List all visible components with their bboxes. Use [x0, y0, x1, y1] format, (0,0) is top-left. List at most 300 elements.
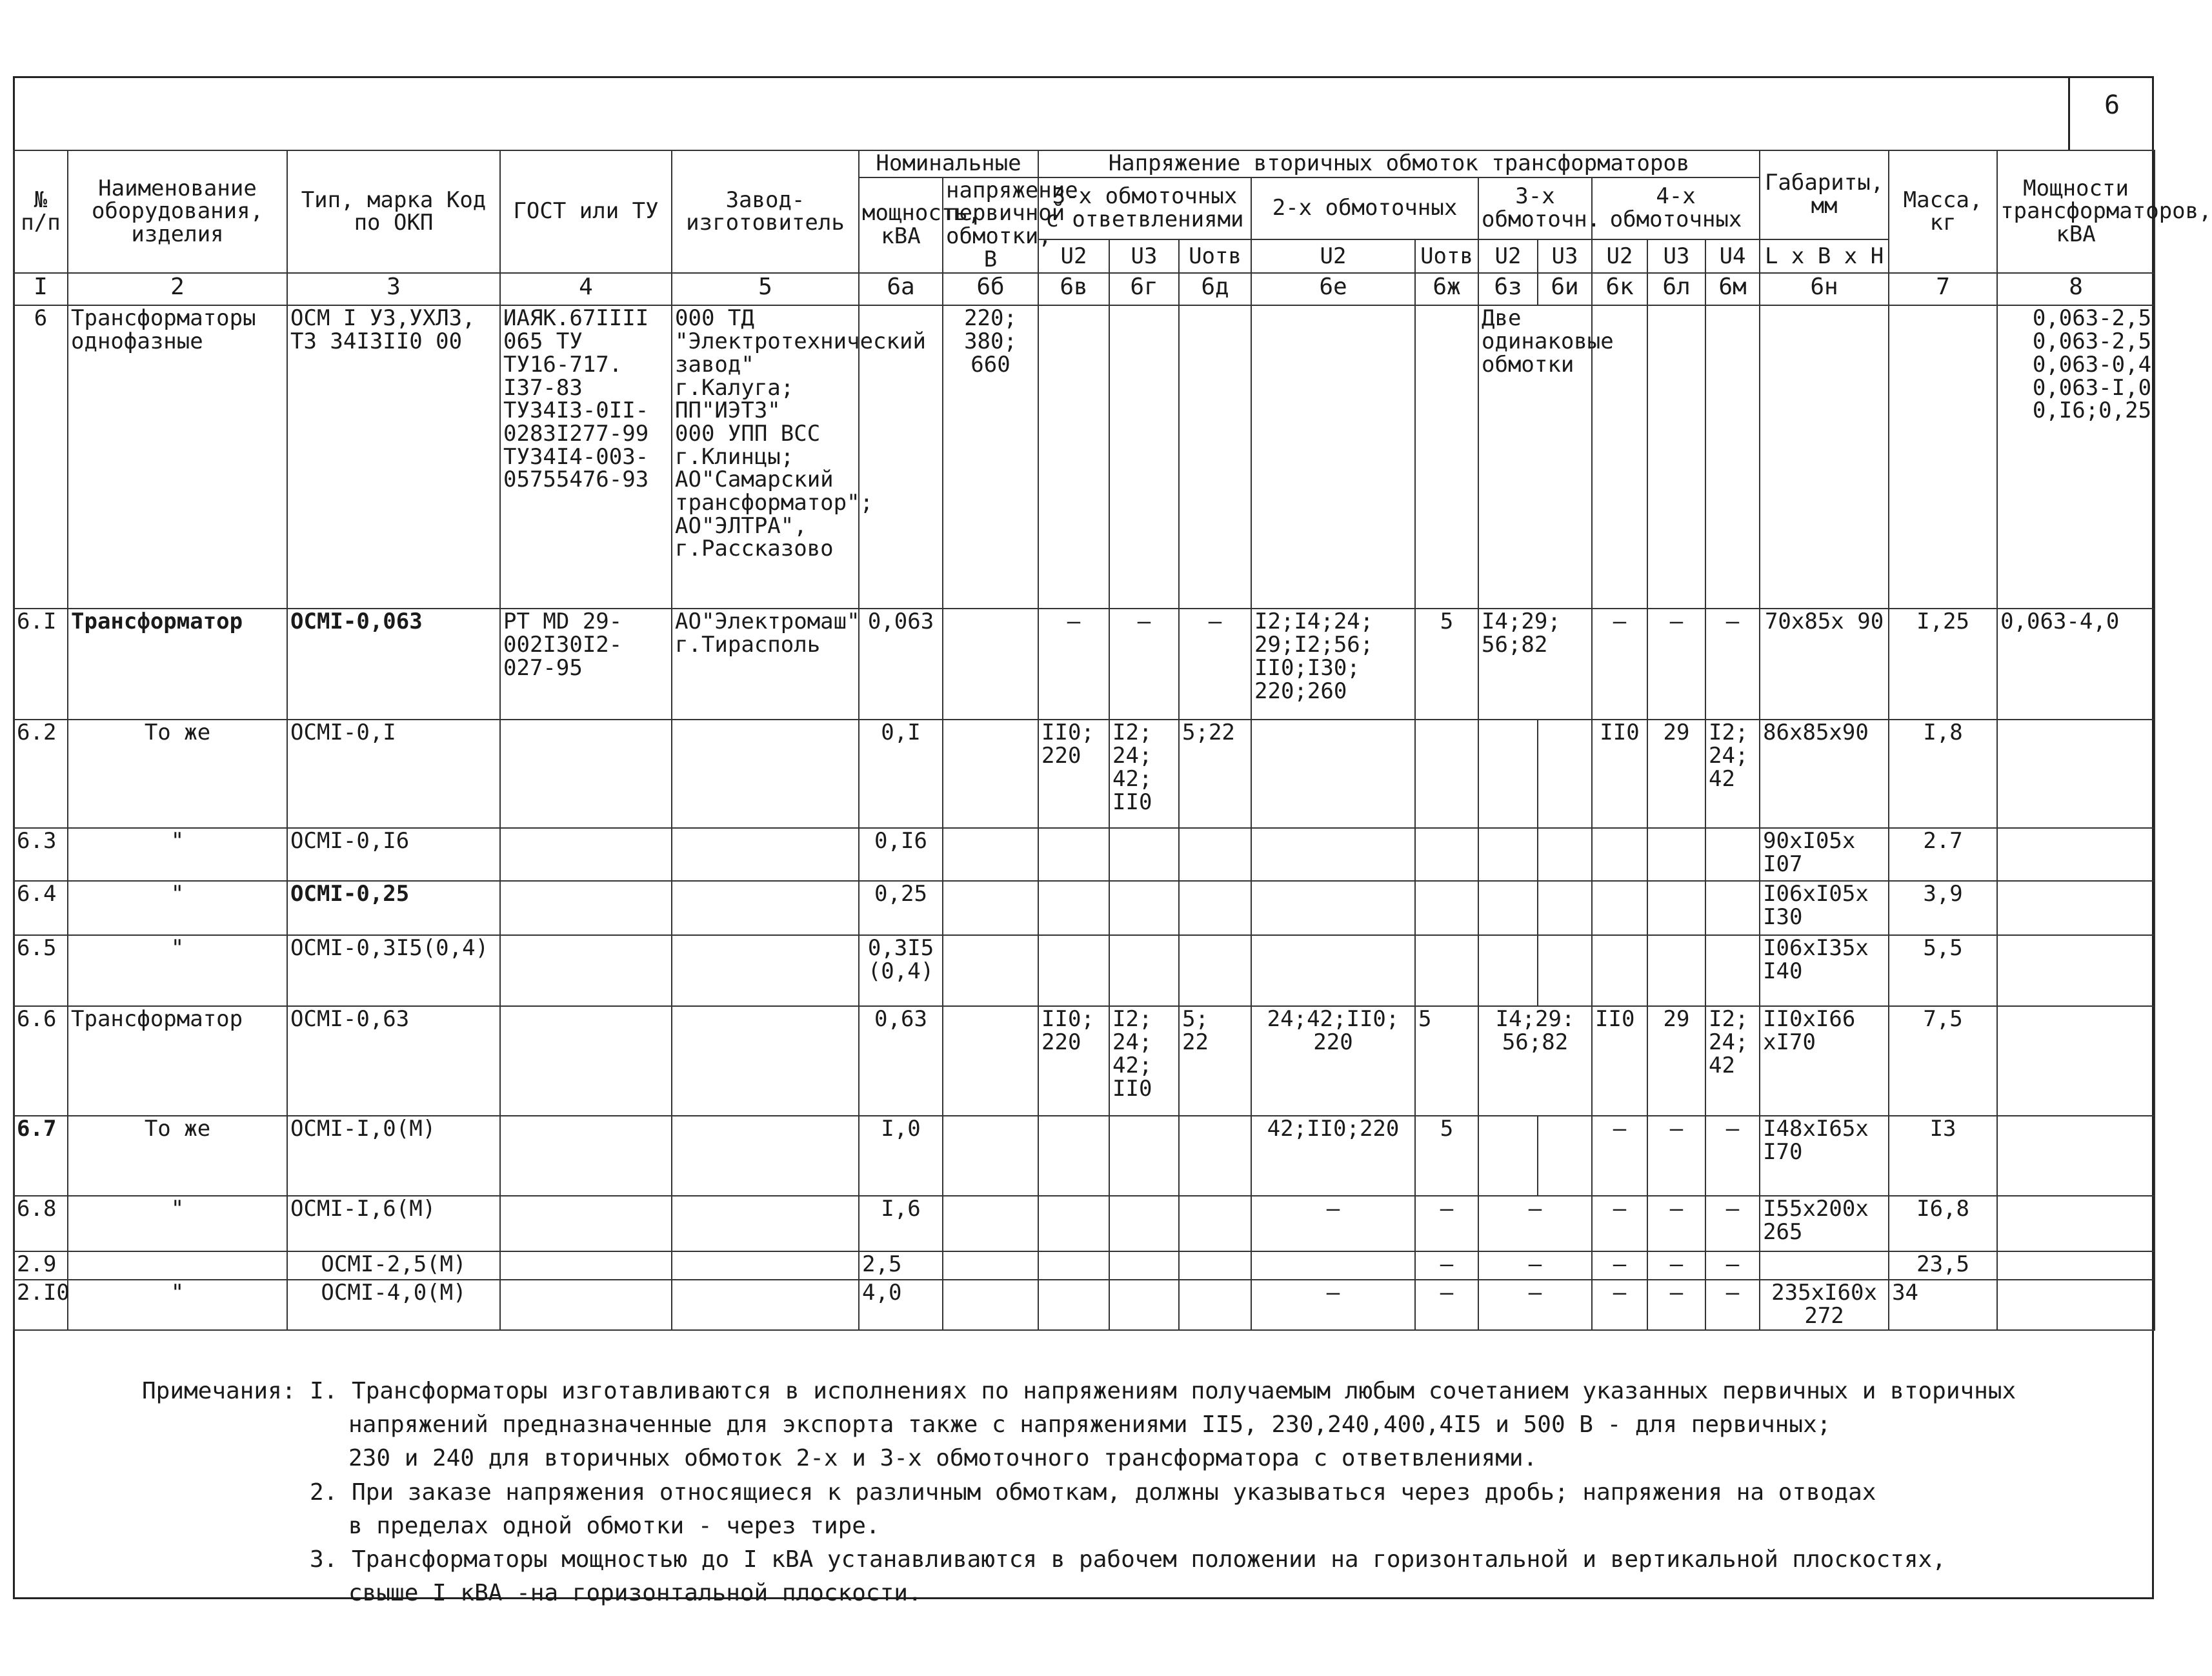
- row-type: ОСМI-0,I6: [287, 828, 500, 881]
- row-uotv2: 5: [1415, 1006, 1478, 1116]
- col-secondary-header: Напряжение вторичных обмоток трансформаторов: [1038, 150, 1760, 177]
- col-threewind-header: 3-х обмоточн.: [1478, 177, 1592, 240]
- note-line: 2. При заказе напряжения относящиеся к различным обмоткам, должны указываться через дробь; напряжения на отводах: [310, 1479, 1876, 1506]
- cell: [1415, 720, 1478, 828]
- colnum: 6з: [1478, 273, 1538, 305]
- cell: [1251, 828, 1415, 881]
- row-name: Трансформаторы однофазные: [68, 305, 287, 609]
- row-mass: 3,9: [1889, 881, 1997, 935]
- cell: [672, 1280, 859, 1329]
- transpower-item: 0,063-2,5: [2032, 328, 2152, 355]
- row-type: ОСМI-0,I: [287, 720, 500, 828]
- row-type: ОСМI-4,0(М): [287, 1280, 500, 1329]
- cell: [500, 1006, 672, 1116]
- row-power: 0,25: [859, 881, 943, 935]
- row-power: 0,63: [859, 1006, 943, 1116]
- cell: [672, 1116, 859, 1196]
- col-6m-header: U4: [1705, 239, 1760, 273]
- row-u3k: 29: [1647, 720, 1705, 828]
- col-6e-header: U2: [1251, 239, 1415, 273]
- row-mass: I,8: [1889, 720, 1997, 828]
- row-u2k: II0: [1592, 1006, 1647, 1116]
- cell: [1109, 1251, 1179, 1280]
- row-u3k: 29: [1647, 1006, 1705, 1116]
- cell: [672, 1006, 859, 1116]
- cell: [500, 828, 672, 881]
- cell: [500, 1251, 672, 1280]
- note-line: 3. Трансформаторы мощностью до I кВА устанавливаются в рабочем положении на горизонтальной и вертикальной плоскостях,: [310, 1546, 1946, 1573]
- col-6g-header: U3: [1109, 239, 1179, 273]
- cell: [1997, 1006, 2155, 1116]
- cell: [1179, 935, 1251, 1006]
- cell: [1478, 1116, 1538, 1196]
- primary-item: 380;: [964, 328, 1017, 355]
- row-u4k: —: [1705, 1116, 1760, 1196]
- row-uotv2: —: [1415, 1280, 1478, 1329]
- row-u2k: —: [1592, 1251, 1647, 1280]
- primary-item: 220;: [964, 305, 1017, 332]
- row-u2: —: [1038, 609, 1109, 720]
- row-name: ": [68, 828, 287, 881]
- row-u23: I4;29: 56;82: [1478, 1006, 1592, 1116]
- row-u2: II0; 220: [1038, 720, 1109, 828]
- col-primary-header: напряжение первичной обмотки, В: [943, 177, 1038, 274]
- cell: [1179, 305, 1251, 609]
- table-row: [14, 1006, 2155, 1116]
- table-row: [14, 1196, 2155, 1251]
- cell: [1705, 935, 1760, 1006]
- col-name-header: Наименование оборудования, изделия: [68, 150, 287, 273]
- row-name: То же: [68, 1116, 287, 1196]
- col-transpower-header: Мощности трансформаторов, кВА: [1997, 150, 2155, 273]
- row-uotv: 5;22: [1179, 720, 1251, 828]
- cell: [672, 720, 859, 828]
- cell: [1997, 828, 2155, 881]
- cell: [1997, 1116, 2155, 1196]
- cell: [1538, 720, 1592, 828]
- row-dims: I06xI05x I30: [1760, 881, 1889, 935]
- table-row: [14, 609, 2155, 720]
- colnum: 3: [287, 273, 500, 305]
- cell: [672, 1251, 859, 1280]
- row-u3: I2; 24; 42; II0: [1109, 1006, 1179, 1116]
- cell: [1997, 1196, 2155, 1251]
- notes-title: Примечания:: [142, 1378, 296, 1404]
- cell: [1109, 1196, 1179, 1251]
- row-u2k: II0: [1592, 720, 1647, 828]
- row-mass: 2.7: [1889, 828, 1997, 881]
- row-mass: 7,5: [1889, 1006, 1997, 1116]
- cell: [1889, 305, 1997, 609]
- row-dims: I55x200x 265: [1760, 1196, 1889, 1251]
- row-u3k: —: [1647, 1196, 1705, 1251]
- cell: [1478, 935, 1538, 1006]
- row-no: 6.5: [14, 935, 68, 1006]
- col-dims-header: Габариты, мм: [1760, 150, 1889, 239]
- row-u2k: —: [1592, 1280, 1647, 1329]
- cell: [500, 881, 672, 935]
- cell: [1109, 1116, 1179, 1196]
- row-u3k: —: [1647, 1251, 1705, 1280]
- row-u2e: —: [1251, 1196, 1415, 1251]
- transpower-item: 0,063-2,5: [2032, 305, 2152, 332]
- colnum: 6ж: [1415, 273, 1478, 305]
- table-row: [14, 1280, 2155, 1329]
- row-no: 2.I0: [14, 1280, 68, 1329]
- cell: [1251, 305, 1415, 609]
- maker-item: АО"ЭЛТРА", г.Рассказово: [675, 512, 834, 562]
- note-line: свыше I кВА -на горизонтальной плоскости.: [348, 1580, 922, 1607]
- colnum: 6д: [1179, 273, 1251, 305]
- cell: [1038, 1116, 1109, 1196]
- cell: [1538, 935, 1592, 1006]
- transpower-item: 0,I6;0,25: [2032, 398, 2152, 424]
- cell: [1538, 828, 1592, 881]
- cell: [1251, 935, 1415, 1006]
- row-mass: I,25: [1889, 609, 1997, 720]
- row-u2e: —: [1251, 1280, 1415, 1329]
- col-6zh-header: Uотв: [1415, 239, 1478, 273]
- row-uotv2: 5: [1415, 609, 1478, 720]
- row-uotv: —: [1179, 609, 1251, 720]
- row-name: ": [68, 935, 287, 1006]
- table-row: [14, 1116, 2155, 1196]
- cell: [943, 1196, 1038, 1251]
- cell: [1705, 828, 1760, 881]
- cell: [672, 828, 859, 881]
- cell: [1538, 881, 1592, 935]
- cell: [1997, 720, 2155, 828]
- table-row: [14, 1251, 2155, 1280]
- cell: [1251, 720, 1415, 828]
- transpower-item: 0,063-I,0: [2032, 374, 2152, 401]
- cell: [1478, 720, 1538, 828]
- cell: [1997, 1280, 2155, 1329]
- cell: [1109, 828, 1179, 881]
- row-u4k: —: [1705, 1196, 1760, 1251]
- row-dims: I06xI35x I40: [1760, 935, 1889, 1006]
- colnum: 6в: [1038, 273, 1109, 305]
- row-uotv2: —: [1415, 1196, 1478, 1251]
- row-u3k: —: [1647, 1116, 1705, 1196]
- colnum: 6г: [1109, 273, 1179, 305]
- notes-list: [310, 1375, 2091, 1610]
- row-no: 2.9: [14, 1251, 68, 1280]
- colnum: 6е: [1251, 273, 1415, 305]
- page-number: 6: [2104, 90, 2120, 120]
- col-nominal-header: Номинальные: [859, 150, 1038, 177]
- row-u3k: —: [1647, 1280, 1705, 1329]
- row-u2e: 42;II0;220: [1251, 1116, 1415, 1196]
- cell: [1705, 881, 1760, 935]
- cell: [1038, 881, 1109, 935]
- row-type: ОСМI-I,6(М): [287, 1196, 500, 1251]
- cell: [1647, 828, 1705, 881]
- col-maker-header: Завод-изготовитель: [672, 150, 859, 273]
- row-u2k: —: [1592, 1196, 1647, 1251]
- cell: [943, 881, 1038, 935]
- row-u4k: —: [1705, 1251, 1760, 1280]
- table-row: [14, 828, 2155, 881]
- col-6k-header: U2: [1592, 239, 1647, 273]
- row-dims: 235xI60x 272: [1760, 1280, 1889, 1329]
- cell: [943, 1116, 1038, 1196]
- cell: [1038, 305, 1109, 609]
- row-transpower: [1997, 305, 2155, 609]
- row-type: ОСМI-0,25: [287, 881, 500, 935]
- cell: [1109, 1280, 1179, 1329]
- row-power: 0,I: [859, 720, 943, 828]
- row-dims: I48xI65x I70: [1760, 1116, 1889, 1196]
- row-dims: 86x85x90: [1760, 720, 1889, 828]
- cell: [943, 935, 1038, 1006]
- colnum: 6м: [1705, 273, 1760, 305]
- row-mass: 23,5: [1889, 1251, 1997, 1280]
- row-dims: 90xI05x I07: [1760, 828, 1889, 881]
- colnum: 6л: [1647, 273, 1705, 305]
- row-power: 0,063: [859, 609, 943, 720]
- cell: [1760, 305, 1889, 609]
- cell: [1038, 828, 1109, 881]
- note-line: 230 и 240 для вторичных обмоток 2-х и 3-х обмоточного трансформатора с ответвлениями.: [348, 1445, 1538, 1472]
- row-name: ": [68, 881, 287, 935]
- gost-item: ТУ34I3-0II- 0283I277-99: [503, 398, 649, 447]
- table-row: [14, 935, 2155, 1006]
- cell: [1538, 1116, 1592, 1196]
- row-name: То же: [68, 720, 287, 828]
- note-line: в пределах одной обмотки - через тире.: [348, 1512, 880, 1539]
- table-row: [14, 881, 2155, 935]
- row-power: 0,3I5 (0,4): [859, 935, 943, 1006]
- page-number-box: [2068, 76, 2154, 151]
- col-no-header: № п/п: [14, 150, 68, 273]
- note-line: напряжений предназначенные для экспорта также с напряжениями II5, 230,240,400,4I5 и 500 В - для первичных;: [348, 1411, 1831, 1439]
- row-type: ОСМ I УЗ,УХЛЗ, ТЗ 34I3II0 00: [287, 305, 500, 609]
- row-no: 6.2: [14, 720, 68, 828]
- cell: [1179, 1251, 1251, 1280]
- cell: [1997, 1251, 2155, 1280]
- row-name: Трансформатор: [68, 1006, 287, 1116]
- row-gost: РТ MD 29-002I30I2-027-95: [500, 609, 672, 720]
- cell: [1592, 935, 1647, 1006]
- row-u2e: I2;I4;24; 29;I2;56; II0;I30; 220;260: [1251, 609, 1415, 720]
- cell: [1478, 828, 1538, 881]
- colnum: 6к: [1592, 273, 1647, 305]
- row-power: I,0: [859, 1116, 943, 1196]
- row-u23: —: [1478, 1280, 1592, 1329]
- row-primary: [943, 305, 1038, 609]
- cell: [943, 828, 1038, 881]
- cell: [1997, 935, 2155, 1006]
- cell: [1415, 935, 1478, 1006]
- gost-item: ТУ16-717. I37-83: [503, 351, 623, 401]
- colnum: 8: [1997, 273, 2155, 305]
- cell: [1179, 1196, 1251, 1251]
- row-transpower: 0,063-4,0: [1997, 609, 2155, 720]
- col-fourwind-header: 4-х обмоточных: [1592, 177, 1760, 240]
- col-power-header: мощность, кВА: [859, 177, 943, 274]
- cell: [672, 881, 859, 935]
- cell: [1179, 881, 1251, 935]
- row-u4k: I2; 24; 42: [1705, 720, 1760, 828]
- cell: [1179, 828, 1251, 881]
- gost-item: ТУ34I4-003- 05755476-93: [503, 443, 649, 493]
- cell: [1179, 1280, 1251, 1329]
- colnum: 7: [1889, 273, 1997, 305]
- maker-item: ПП"ИЭТЗ": [675, 398, 781, 424]
- row-no: 6: [14, 305, 68, 609]
- row-u23: I4;29; 56;82: [1478, 609, 1592, 720]
- cell: [1109, 935, 1179, 1006]
- col-6l-header: U3: [1647, 239, 1705, 273]
- cell: [500, 1280, 672, 1329]
- row-power: 0,I6: [859, 828, 943, 881]
- row-uotv2: —: [1415, 1251, 1478, 1280]
- row-mass: I3: [1889, 1116, 1997, 1196]
- note-line: I. Трансформаторы изготавливаются в исполнениях по напряжениям получаемым любым сочетанием указанных первичных и вторичных: [310, 1378, 2016, 1404]
- colnum: 6н: [1760, 273, 1889, 305]
- row-note: Две одинаковые обмотки: [1478, 305, 1592, 609]
- col-gost-header: ГОСТ или ТУ: [500, 150, 672, 273]
- cell: [1415, 305, 1478, 609]
- row-u2k: —: [1592, 609, 1647, 720]
- row-u3: —: [1109, 609, 1179, 720]
- row-no: 6.7: [14, 1116, 68, 1196]
- cell: [1415, 828, 1478, 881]
- row-name: [68, 1251, 287, 1280]
- table-row: [14, 720, 2155, 828]
- primary-item: 660: [970, 351, 1010, 378]
- row-maker: АО"Электромаш" г.Тирасполь: [672, 609, 859, 720]
- row-u3k: —: [1647, 609, 1705, 720]
- row-no: 6.6: [14, 1006, 68, 1116]
- row-u4k: I2; 24; 42: [1705, 1006, 1760, 1116]
- col-twowind-header: 2-х обмоточных: [1251, 177, 1478, 240]
- colnum: 6б: [943, 273, 1038, 305]
- row-maker: [672, 305, 926, 609]
- row-name: ": [68, 1196, 287, 1251]
- cell: [1109, 881, 1179, 935]
- row-mass: 34: [1889, 1280, 1997, 1329]
- row-power: 4,0: [859, 1280, 943, 1329]
- row-u4k: —: [1705, 609, 1760, 720]
- row-uotv2: 5: [1415, 1116, 1478, 1196]
- column-number-row: [14, 273, 2155, 305]
- cell: [1038, 1280, 1109, 1329]
- colnum: 6и: [1538, 273, 1592, 305]
- row-power: 2,5: [859, 1251, 943, 1280]
- cell: [1251, 881, 1415, 935]
- maker-item: 000 ТД "Электротехнический завод" г.Калуга;: [675, 305, 926, 401]
- row-mass: 5,5: [1889, 935, 1997, 1006]
- row-power: I,6: [859, 1196, 943, 1251]
- col-type-header: Тип, марка Код по ОКП: [287, 150, 500, 273]
- colnum: 6а: [859, 273, 943, 305]
- cell: [1109, 305, 1179, 609]
- maker-item: АО"Самарский трансформатор";: [675, 467, 874, 516]
- cell: [1592, 881, 1647, 935]
- cell: [672, 935, 859, 1006]
- row-gost: [500, 305, 672, 609]
- cell: [1251, 1251, 1415, 1280]
- col-6i-header: U3: [1538, 239, 1592, 273]
- row-type: ОСМI-I,0(М): [287, 1116, 500, 1196]
- gost-item: ИАЯК.67IIII 065 ТУ: [503, 305, 649, 355]
- row-u23: —: [1478, 1251, 1592, 1280]
- cell: [672, 1196, 859, 1251]
- row-type: ОСМI-2,5(М): [287, 1251, 500, 1280]
- spec-table: [13, 150, 2212, 1331]
- row-u2e: 24;42;II0; 220: [1251, 1006, 1415, 1116]
- cell: [943, 720, 1038, 828]
- cell: [1997, 881, 2155, 935]
- row-type: ОСМI-0,3I5(0,4): [287, 935, 500, 1006]
- row-no: 6.8: [14, 1196, 68, 1251]
- cell: [1478, 881, 1538, 935]
- cell: [1038, 1251, 1109, 1280]
- cell: [1647, 305, 1705, 609]
- row-dims: II0xI66 xI70: [1760, 1006, 1889, 1116]
- cell: [943, 1251, 1038, 1280]
- row-type: ОСМI-0,063: [287, 609, 500, 720]
- cell: [1647, 935, 1705, 1006]
- colnum: 2: [68, 273, 287, 305]
- colnum: 5: [672, 273, 859, 305]
- col-mass-header: Масса, кг: [1889, 150, 1997, 273]
- cell: [1038, 935, 1109, 1006]
- cell: [1592, 828, 1647, 881]
- transpower-item: 0,063-0,4: [2032, 351, 2152, 378]
- cell: [500, 1116, 672, 1196]
- row-mass: I6,8: [1889, 1196, 1997, 1251]
- cell: [1038, 1196, 1109, 1251]
- cell: [943, 1006, 1038, 1116]
- row-u4k: —: [1705, 1280, 1760, 1329]
- cell: [1705, 305, 1760, 609]
- row-no: 6.I: [14, 609, 68, 720]
- col-6v-header: U2: [1038, 239, 1109, 273]
- col-6d-header: Uотв: [1179, 239, 1251, 273]
- row-dims: 70x85x 90: [1760, 609, 1889, 720]
- cell: [1760, 1251, 1889, 1280]
- row-no: 6.3: [14, 828, 68, 881]
- cell: [1179, 1116, 1251, 1196]
- col-6n-header: L x B x H: [1760, 239, 1889, 273]
- row-name: Трансформатор: [68, 609, 287, 720]
- cell: [500, 1196, 672, 1251]
- row-u2k: —: [1592, 1116, 1647, 1196]
- row-u2: II0; 220: [1038, 1006, 1109, 1116]
- row-uotv: 5; 22: [1179, 1006, 1251, 1116]
- row-name: ": [68, 1280, 287, 1329]
- row-no: 6.4: [14, 881, 68, 935]
- cell: [500, 720, 672, 828]
- row-type: ОСМI-0,63: [287, 1006, 500, 1116]
- cell: [943, 1280, 1038, 1329]
- col-6z-header: U2: [1478, 239, 1538, 273]
- colnum: I: [14, 273, 68, 305]
- cell: [1647, 881, 1705, 935]
- col-tapped3-header: 3-х обмоточных с ответвлениями: [1038, 177, 1251, 240]
- colnum: 4: [500, 273, 672, 305]
- maker-item: 000 УПП ВСС г.Клинцы;: [675, 420, 821, 470]
- table-row: [14, 305, 2155, 609]
- cell: [1415, 881, 1478, 935]
- row-u3: I2; 24; 42; II0: [1109, 720, 1179, 828]
- header-row-1: [14, 150, 2155, 177]
- row-u23: —: [1478, 1196, 1592, 1251]
- row-primary: [943, 609, 1038, 720]
